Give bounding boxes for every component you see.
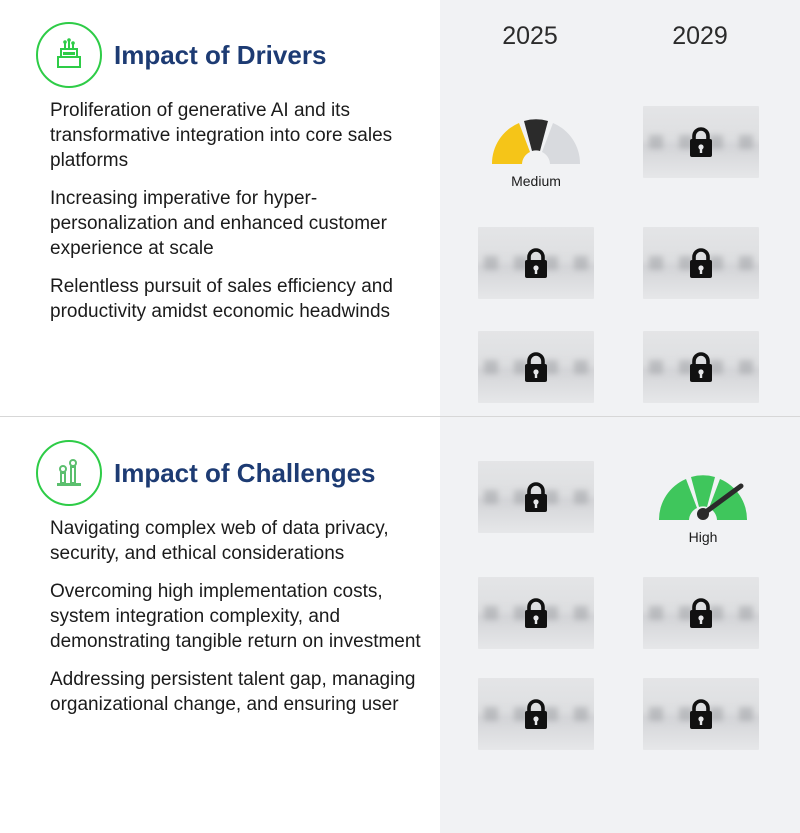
- list-item: Overcoming high implementation costs, system integration complexity, and demonstrating tangible return on investment: [50, 581, 421, 652]
- column-header-2025: 2025: [502, 22, 558, 50]
- challenges-bullet-list: [0, 506, 440, 717]
- list-item: Addressing persistent talent gap, managing organizational change, and ensuring user: [50, 669, 416, 715]
- locked-cell[interactable]: [478, 678, 594, 750]
- locked-cell[interactable]: [478, 227, 594, 299]
- locked-cell[interactable]: [478, 461, 594, 533]
- locked-cell[interactable]: [643, 678, 759, 750]
- lock-icon: [521, 696, 551, 732]
- locked-cell[interactable]: [478, 577, 594, 649]
- gauge-label: High: [688, 529, 718, 545]
- gauge-label: Medium: [511, 173, 561, 189]
- section-divider: [0, 416, 800, 417]
- challenges-badge-icon: [36, 440, 102, 506]
- list-item: Navigating complex web of data privacy, security, and ethical considerations: [50, 518, 389, 564]
- locked-cell[interactable]: [478, 331, 594, 403]
- lock-icon: [521, 595, 551, 631]
- lock-icon: [686, 696, 716, 732]
- section-challenges: [0, 418, 440, 730]
- column-header-2029: 2029: [672, 22, 728, 50]
- lock-icon: [686, 245, 716, 281]
- challenges-title: Impact of Challenges: [114, 457, 376, 488]
- drivers-heading: [0, 0, 440, 88]
- lock-icon: [686, 124, 716, 160]
- list-item: Increasing imperative for hyper-personalization and enhanced customer experience at scale: [50, 188, 387, 259]
- drivers-bullet-list: [0, 88, 440, 324]
- lock-icon: [521, 349, 551, 385]
- drivers-title: Impact of Drivers: [114, 39, 327, 70]
- list-item: Relentless pursuit of sales efficiency and productivity amidst economic headwinds: [50, 276, 393, 322]
- drivers-badge-icon: [36, 22, 102, 88]
- challenges-heading: [0, 418, 440, 506]
- lock-icon: [521, 479, 551, 515]
- section-drivers: [0, 0, 440, 337]
- gauge-drivers-r1-2025: [478, 108, 594, 189]
- lock-icon: [521, 245, 551, 281]
- locked-cell[interactable]: [643, 577, 759, 649]
- lock-icon: [686, 349, 716, 385]
- locked-cell[interactable]: [643, 227, 759, 299]
- lock-icon: [686, 595, 716, 631]
- locked-cell[interactable]: [643, 331, 759, 403]
- gauge-challenges-r1-2029: [645, 464, 761, 545]
- list-item: Proliferation of generative AI and its transformative integration into core sales platforms: [50, 100, 393, 171]
- locked-cell[interactable]: [643, 106, 759, 178]
